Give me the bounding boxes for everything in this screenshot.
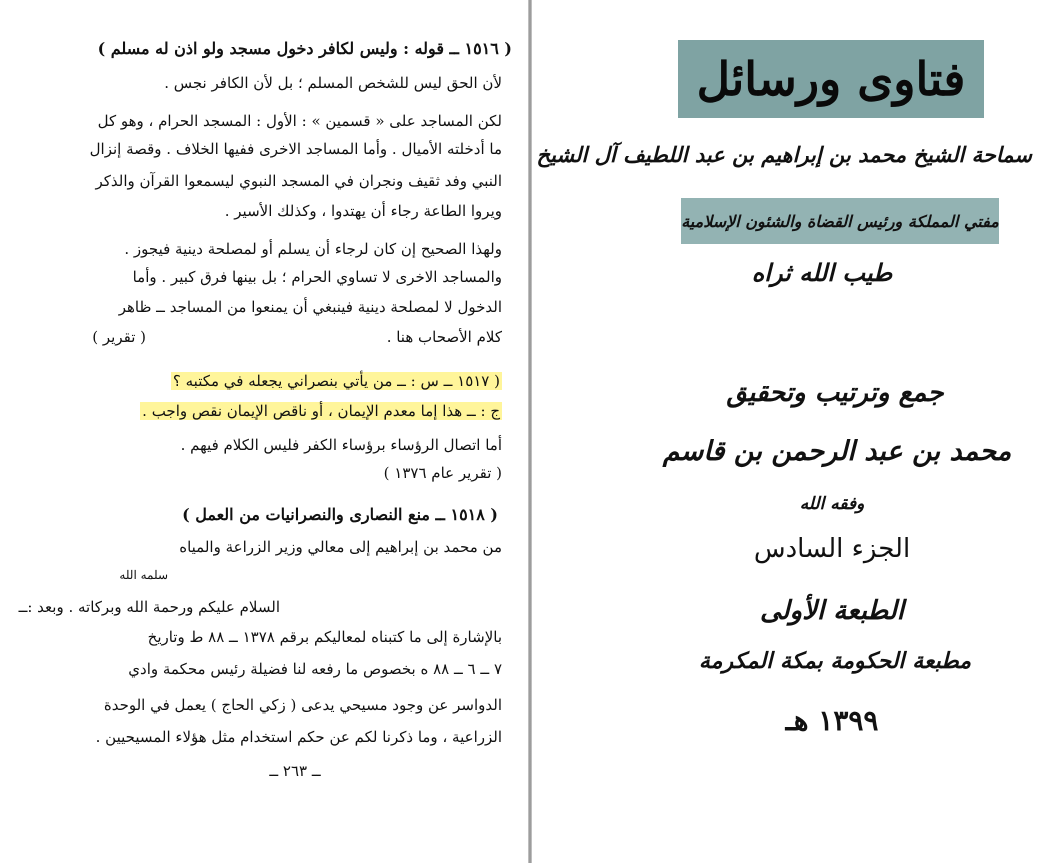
compiler-name: محمد بن عبد الرحمن بن قاسم xyxy=(662,436,1012,467)
text-line: ما أدخلته الأميال . وأما المساجد الاخرى ففيها الخلاف . وقصة إنزال xyxy=(89,140,502,158)
page-number: ــ ٢٦٣ ــ xyxy=(269,762,321,780)
author-line: سماحة الشيخ محمد بن إبراهيم بن عبد اللطيف آل الشيخ xyxy=(536,142,1032,167)
text-line: والمساجد الاخرى لا تساوي الحرام ؛ بل بينها فرق كبير . وأما xyxy=(132,268,502,286)
title-box xyxy=(678,40,984,118)
heading-1518: ( ١٥١٨ ــ منع النصارى والنصرانيات من العمل ) xyxy=(182,505,498,524)
text-line: ولهذا الصحيح إن كان لرجاء أن يسلم أو لمصلحة دينية فيجوز . xyxy=(124,240,502,258)
volume-label: الجزء السادس xyxy=(753,534,911,564)
text-line: الزراعية ، وما ذكرنا لكم عن حكم استخدام مثل هؤلاء المسيحيين . xyxy=(95,728,502,746)
printer-label: مطبعة الحكومة بمكة المكرمة xyxy=(698,648,972,674)
book-title: فتاوى ورسائل xyxy=(696,52,966,106)
text-line: النبي وفد ثقيف ونجران في المسجد النبوي ليسمعوا القرآن والذكر xyxy=(95,172,502,190)
text-line: كلام الأصحاب هنا . xyxy=(386,328,502,346)
blessing-line: طيب الله ثراه xyxy=(751,258,893,287)
text-line: من محمد بن إبراهيم إلى معالي وزير الزراعة والمياه xyxy=(179,538,502,556)
answer-1517 xyxy=(140,400,502,422)
question-1517 xyxy=(171,370,502,392)
text-line: الدخول لا لمصلحة دينية فينبغي أن يمنعوا من المساجد ــ ظاهر xyxy=(118,298,502,316)
author-position: مفتي المملكة ورئيس القضاة والشئون الإسلامية xyxy=(681,211,999,231)
text-line: أما اتصال الرؤساء برؤساء الكفر فليس الكلام فيهم . xyxy=(180,436,502,454)
text-line: لأن الحق ليس للشخص المسلم ؛ بل لأن الكافر نجس . xyxy=(164,74,502,92)
position-box xyxy=(681,198,999,244)
compiler-blessing: وفقه الله xyxy=(799,494,865,514)
text-line: بالإشارة إلى ما كتبناه لمعاليكم برقم ١٣٧٨ ــ ٨٨ ط وتاريخ xyxy=(147,628,502,646)
highlighted-answer: ج : ــ هذا إما معدم الإيمان ، أو ناقص الإيمان نقص واجب . xyxy=(142,402,500,420)
text-line: سلمه الله xyxy=(119,568,168,582)
publication-year: ١٣٩٩ هـ xyxy=(785,704,879,737)
highlighted-question: ( ١٥١٧ ــ س : ــ من يأتي بنصراني يجعله في مكتبه ؟ xyxy=(172,372,500,390)
taqrir-label: ( تقرير ) xyxy=(92,328,146,346)
text-line: لكن المساجد على « قسمين » : الأول : المسجد الحرام ، وهو كل xyxy=(97,112,502,130)
text-line: السلام عليكم ورحمة الله وبركاته . وبعد :ــ xyxy=(18,598,280,616)
taqrir-1376-label: ( تقرير عام ١٣٧٦ ) xyxy=(383,464,502,482)
text-line: ويروا الطاعة رجاء أن يهتدوا ، وكذلك الأسير . xyxy=(224,202,502,220)
edition-label: الطبعة الأولى xyxy=(759,596,905,626)
left-page xyxy=(0,0,528,863)
text-line: ٧ ــ ٦ ــ ٨٨ ه بخصوص ما رفعه لنا فضيلة رئيس محكمة وادي xyxy=(128,660,502,678)
compiled-by: جمع وترتيب وتحقيق xyxy=(726,378,944,408)
text-line: الدواسر عن وجود مسيحي يدعى ( زكي الحاج ) يعمل في الوحدة xyxy=(103,696,502,714)
heading-1516: ( ١٥١٦ ــ قوله : وليس لكافر دخول مسجد ولو اذن له مسلم ) xyxy=(97,39,512,58)
